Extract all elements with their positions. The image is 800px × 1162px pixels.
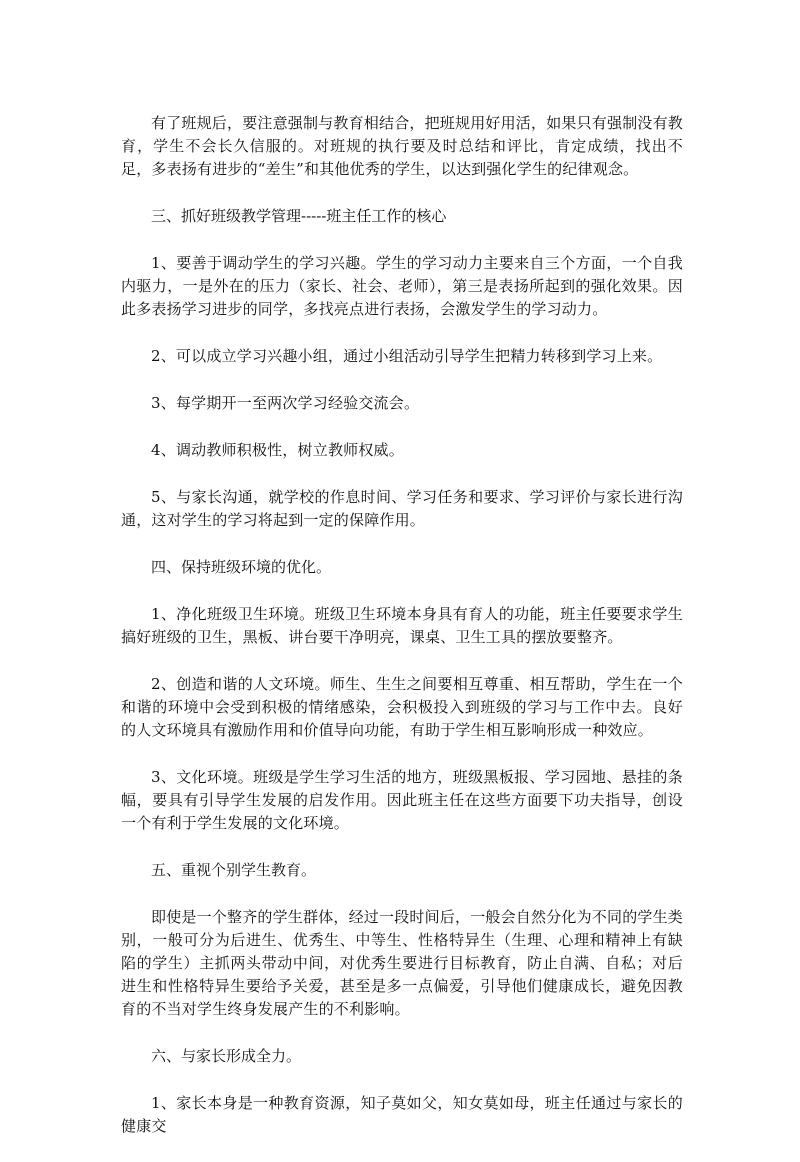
section-heading-teaching-management: 三、抓好班级教学管理-----班主任工作的核心 [151,207,447,225]
paragraph-parent-resource: 1、家长本身是一种教育资源，知子莫如父，知女莫如母，班主任通过与家长的健康交 [121,1094,683,1135]
section-heading-individual-education: 五、重视个别学生教育。 [151,861,317,879]
paragraph-teacher-authority: 4、调动教师积极性，树立教师权威。 [151,441,404,459]
section-heading-parent-cooperation: 六、与家长形成全力。 [151,1047,302,1065]
paragraph-parent-communication: 5、与家长沟通，就学校的作息时间、学习任务和要求、学习评价与家长进行沟通，这对学生的学习将起到一定的保障作用。 [121,488,683,529]
paragraph-humanistic-environment: 2、创造和谐的人文环境。师生、生生之间要相互尊重、相互帮助，学生在一个和谐的环境中会受到积极的情绪感染，会积极投入到班级的学习与工作中去。良好的人文环境具有激励作用和价值导向功能，有助于学生相互影响形成一种效应。 [121,675,683,739]
paragraph-hygiene-environment: 1、净化班级卫生环境。班级卫生环境本身具有育人的功能，班主任要要求学生搞好班级的卫生，黑板、讲台要干净明亮，课桌、卫生工具的摆放要整齐。 [121,605,683,646]
section-heading-class-environment: 四、保持班级环境的优化。 [151,558,332,576]
paragraph-interest-groups: 2、可以成立学习兴趣小组，通过小组活动引导学生把精力转移到学习上来。 [151,347,663,365]
document-body [121,112,683,1162]
paragraph-class-rules: 有了班规后，要注意强制与教育相结合，把班规用好用活，如果只有强制没有教育，学生不会长久信服的。对班规的执行要及时总结和评比，肯定成绩，找出不足，多表扬有进步的“差生”和其他优秀的学生，以达到强化学生的纪律观念。 [121,114,684,178]
paragraph-cultural-environment: 3、文化环境。班级是学生学习生活的地方，班级黑板报、学习园地、悬挂的条幅，要具有引导学生发展的启发作用。因此班主任在这些方面要下功夫指导，创设一个有利于学生发展的文化环境。 [121,768,683,832]
paragraph-student-groups: 即使是一个整齐的学生群体，经过一段时间后，一般会自然分化为不同的学生类别，一般可分为后进生、优秀生、中等生、性格特异生（生理、心理和精神上有缺陷的学生）主抓两头带动中间，对优秀生要进行目标教育，防止自满、自私；对后进生和性格特异生要给予关爱，甚至是多一点偏爱，引导他们健康成长，避免因教育的不当对学生终身发展产生的不利影响。 [121,908,684,1018]
paragraph-experience-exchange: 3、每学期开一至两次学习经验交流会。 [151,394,420,412]
paragraph-learning-interest: 1、要善于调动学生的学习兴趣。学生的学习动力主要来自三个方面，一个自我内驱力，一是外在的压力（家长、社会、老师），第三是表扬所起到的强化效果。因此多表扬学习进步的同学，多找亮点进行表扬，会激发学生的学习动力。 [121,254,683,318]
